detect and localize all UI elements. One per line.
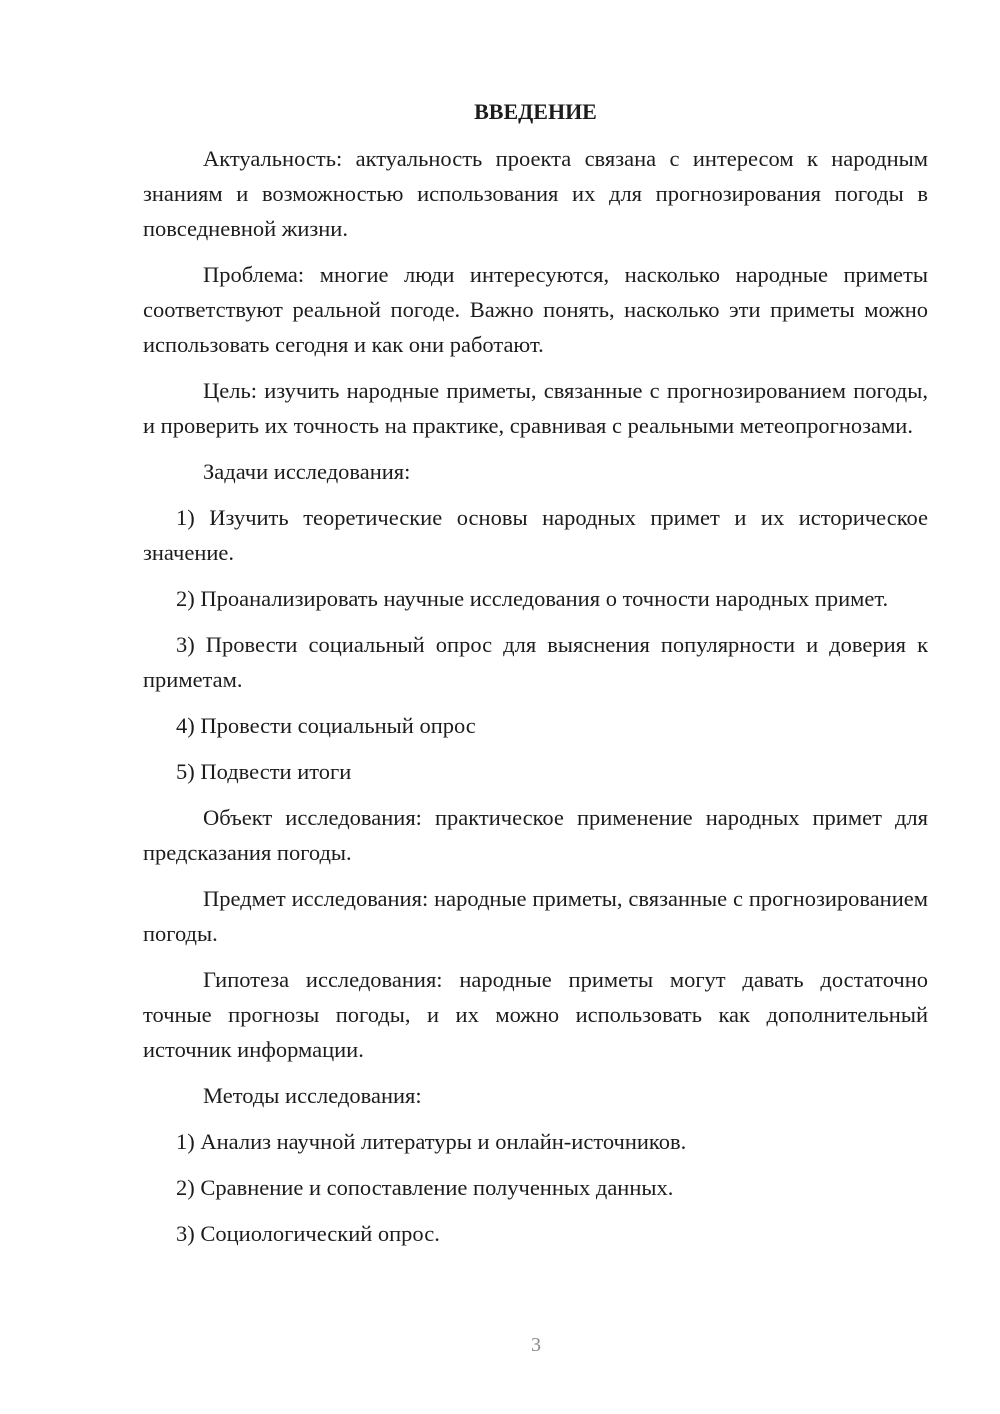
object-paragraph: Объект исследования: практическое применение народных примет для предсказания погоды. — [143, 805, 928, 865]
task-item: 3) Провести социальный опрос для выяснения популярности и доверия к приметам. — [143, 632, 928, 692]
tasks-heading: Задачи исследования: — [203, 459, 411, 484]
goal-paragraph: Цель: изучить народные приметы, связанные с прогнозированием погоды, и проверить их точность на практике, сравнивая с реальными метеопрогнозами. — [143, 378, 928, 438]
task-item: 1) Изучить теоретические основы народных примет и их историческое значение. — [143, 505, 928, 565]
page-number: 3 — [531, 1334, 541, 1356]
page-title: ВВЕДЕНИЕ — [474, 99, 597, 124]
method-item: 1) Анализ научной литературы и онлайн-источников. — [176, 1129, 687, 1154]
task-item: 2) Проанализировать научные исследования о точности народных примет. — [176, 586, 889, 611]
method-item: 3) Социологический опрос. — [176, 1221, 440, 1246]
method-item: 2) Сравнение и сопоставление полученных данных. — [176, 1175, 674, 1200]
document-page — [143, 94, 928, 1262]
subject-paragraph: Предмет исследования: народные приметы, связанные с прогнозированием погоды. — [143, 886, 928, 946]
task-item: 5) Подвести итоги — [176, 759, 352, 784]
hypothesis-paragraph: Гипотеза исследования: народные приметы могут давать достаточно точные прогнозы погоды, и их можно использовать как дополнительный источник информации. — [143, 967, 928, 1062]
task-item: 4) Провести социальный опрос — [176, 713, 476, 738]
methods-heading: Методы исследования: — [203, 1083, 422, 1108]
relevance-paragraph: Актуальность: актуальность проекта связана с интересом к народным знаниям и возможностью использования их для прогнозирования погоды в повседневной жизни. — [143, 146, 928, 241]
problem-paragraph: Проблема: многие люди интересуются, насколько народные приметы соответствуют реальной погоде. Важно понять, насколько эти приметы можно использовать сегодня и как они работают. — [143, 262, 928, 357]
